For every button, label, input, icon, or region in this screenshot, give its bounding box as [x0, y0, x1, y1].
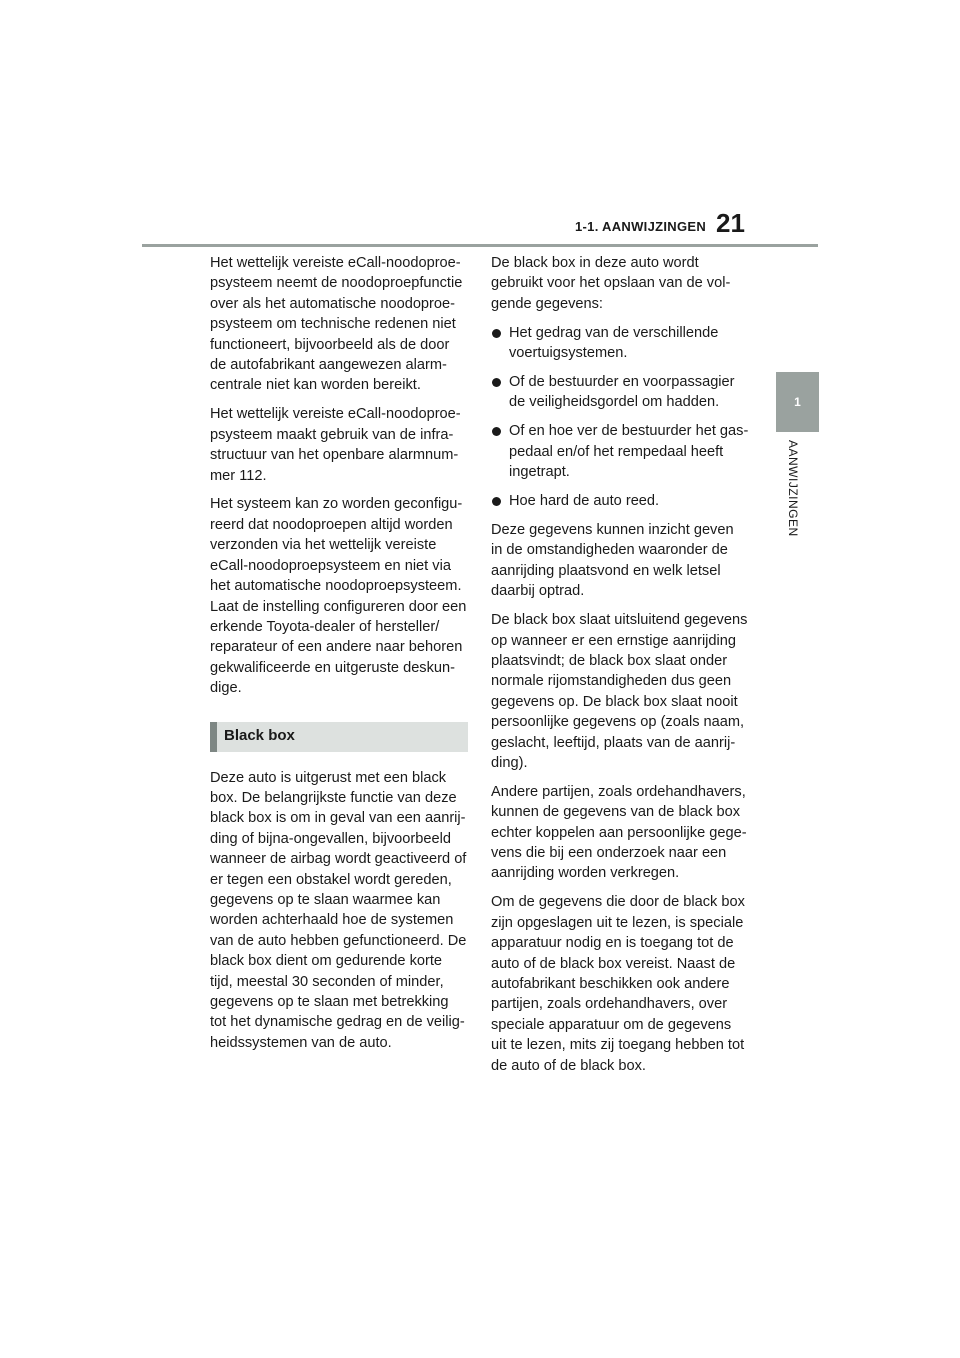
- text-line: centrale niet kan worden bereikt.: [210, 377, 421, 394]
- text-line: gende gegevens:: [491, 295, 603, 312]
- text-line: geslacht, leeftijd, plaats van de aanrij-: [491, 734, 736, 751]
- text-line: aanrijding plaatsvond en welk letsel: [491, 562, 721, 579]
- text-line: Deze gegevens kunnen inzicht geven: [491, 521, 734, 538]
- text-line: Het gedrag van de verschillende: [509, 324, 719, 341]
- text-line: plaatsvindt; de black box slaat onder: [491, 652, 728, 669]
- text-line: tijd, meestal 30 seconden of minder,: [210, 973, 444, 990]
- text-line: Deze auto is uitgerust met een black: [210, 769, 447, 786]
- text-line: er tegen een obstakel wordt gereden,: [210, 871, 452, 888]
- text-line: kunnen de gegevens van de black box: [491, 804, 741, 821]
- text-line: reparateur of een andere naar behoren: [210, 639, 463, 656]
- text-line: auto of de black box vereist. Naast de: [491, 955, 736, 972]
- text-line: structuur van het openbare alarmnum-: [210, 447, 459, 464]
- text-line: De black box slaat uitsluitend gegevens: [491, 612, 748, 629]
- text-line: het automatische noodoproepsysteem.: [210, 578, 462, 595]
- text-line: ding).: [491, 754, 528, 771]
- paragraph: [491, 610, 749, 773]
- text-line: autofabrikant beschikken ook andere: [491, 976, 730, 992]
- page-number: 21: [716, 208, 745, 238]
- paragraph: [491, 782, 749, 884]
- paragraph: [210, 494, 468, 698]
- list-item-text: [509, 323, 749, 364]
- text-line: pedaal en/of het rempedaal heeft: [509, 443, 724, 460]
- text-line: gegevens op te slaan waarmee kan: [210, 891, 441, 908]
- paragraph: [491, 892, 749, 1076]
- paragraph: [210, 768, 468, 1054]
- left-column: [210, 253, 468, 1062]
- list-item: [491, 491, 749, 511]
- bullet-icon: [492, 497, 501, 506]
- text-line: de autofabrikant aangewezen alarm-: [210, 357, 447, 374]
- text-line: heidssystemen van de auto.: [210, 1034, 392, 1051]
- text-line: Het wettelijk vereiste eCall-noodoproe-: [210, 255, 461, 271]
- text-line: Het wettelijk vereiste eCall-noodoproe-: [210, 406, 461, 423]
- text-line: ingetrapt.: [509, 464, 570, 481]
- running-header-section: 1-1. AANWIJZINGEN: [575, 219, 707, 234]
- text-line: de veiligheidsgordel om hadden.: [509, 394, 720, 411]
- text-line: gegevens op te slaan met betrekking: [210, 994, 449, 1010]
- text-line: op wanneer er een ernstige aanrijding: [491, 632, 737, 649]
- list-item-text: [509, 491, 749, 511]
- section-heading-black-box: Black box: [210, 722, 468, 752]
- bullet-icon: [492, 329, 501, 338]
- text-line: aanrijding worden verkregen.: [491, 865, 680, 882]
- side-tab-number[interactable]: 1: [776, 372, 819, 432]
- text-line: De black box in deze auto wordt: [491, 255, 699, 271]
- side-tab-label: AANWIJZINGEN: [786, 440, 800, 537]
- text-line: reerd dat noodoproepen altijd worden: [210, 516, 453, 533]
- list-item-text: [509, 372, 749, 413]
- text-line: black box dient om gedurende korte: [210, 953, 443, 970]
- list-item: [491, 372, 749, 413]
- text-line: Laat de instelling configureren door een: [210, 598, 467, 615]
- text-line: psysteem om technische redenen niet: [210, 316, 456, 333]
- text-line: Om de gegevens die door de black box: [491, 894, 745, 911]
- text-line: box. De belangrijkste functie van deze: [210, 789, 457, 806]
- list-item: [491, 323, 749, 364]
- text-line: Hoe hard de auto reed.: [509, 493, 660, 510]
- text-line: black box is om in geval van een aanrij-: [210, 810, 466, 827]
- text-line: uit te lezen, mits zij toegang hebben tot: [491, 1037, 745, 1054]
- text-line: normale rijomstandigheden dus geen: [491, 673, 732, 690]
- text-line: Of de bestuurder en voorpassagier: [509, 374, 735, 391]
- text-line: partijen, zoals ordehandhavers, over: [491, 996, 728, 1013]
- text-line: Het systeem kan zo worden geconfigu-: [210, 496, 463, 513]
- text-line: verzonden via het wettelijk vereiste: [210, 537, 437, 554]
- paragraph: [491, 253, 749, 314]
- text-line: persoonlijke gegevens op (zoals naam,: [491, 714, 745, 731]
- text-line: tot het dynamische gedrag en de veilig-: [210, 1014, 465, 1031]
- text-line: Andere partijen, zoals ordehandhavers,: [491, 783, 746, 800]
- text-line: eCall-noodoproepsysteem en niet via: [210, 557, 451, 574]
- text-line: Of en hoe ver de bestuurder het gas-: [509, 423, 749, 440]
- list-item-text: [509, 421, 749, 482]
- text-line: speciale apparatuur om de gegevens: [491, 1016, 732, 1033]
- text-line: in de omstandigheden waaronder de: [491, 542, 728, 559]
- text-line: dige.: [210, 680, 242, 697]
- text-line: zijn opgeslagen uit te lezen, is speciale: [491, 914, 744, 931]
- header-rule: [142, 244, 818, 247]
- right-column: [491, 253, 749, 1085]
- text-line: gebruikt voor het opslaan van de vol-: [491, 275, 731, 292]
- text-line: mer 112.: [210, 467, 267, 484]
- text-line: gegevens op. De black box slaat nooit: [491, 693, 738, 710]
- bullet-icon: [492, 427, 501, 436]
- text-line: voertuigsystemen.: [509, 345, 628, 362]
- bullet-icon: [492, 378, 501, 387]
- paragraph: [210, 404, 468, 486]
- text-line: wanneer de airbag wordt geactiveerd of: [210, 851, 467, 868]
- text-line: psysteem maakt gebruik van de infra-: [210, 426, 454, 443]
- text-line: psysteem neemt de noodoproepfunctie: [210, 275, 463, 292]
- text-line: functioneert, bijvoorbeeld als de door: [210, 336, 450, 353]
- text-line: apparatuur nodig en is toegang tot de: [491, 935, 734, 952]
- text-line: daarbij optrad.: [491, 583, 585, 600]
- list-item: [491, 421, 749, 482]
- text-line: gekwalificeerde en uitgeruste deskun-: [210, 659, 455, 676]
- text-line: vens die bij een onderzoek naar een: [491, 845, 727, 862]
- text-line: erkende Toyota-dealer of hersteller/: [210, 618, 440, 635]
- text-line: ding of bijna-ongevallen, bijvoorbeeld: [210, 830, 451, 847]
- text-line: de auto of de black box.: [491, 1057, 646, 1074]
- text-line: van de auto hebben gefunctioneerd. De: [210, 932, 467, 949]
- paragraph: [491, 520, 749, 602]
- text-line: over als het automatische noodoproe-: [210, 295, 456, 312]
- text-line: echter koppelen aan persoonlijke gege-: [491, 824, 747, 841]
- paragraph: [210, 253, 468, 396]
- text-line: worden achterhaald hoe de systemen: [210, 912, 454, 929]
